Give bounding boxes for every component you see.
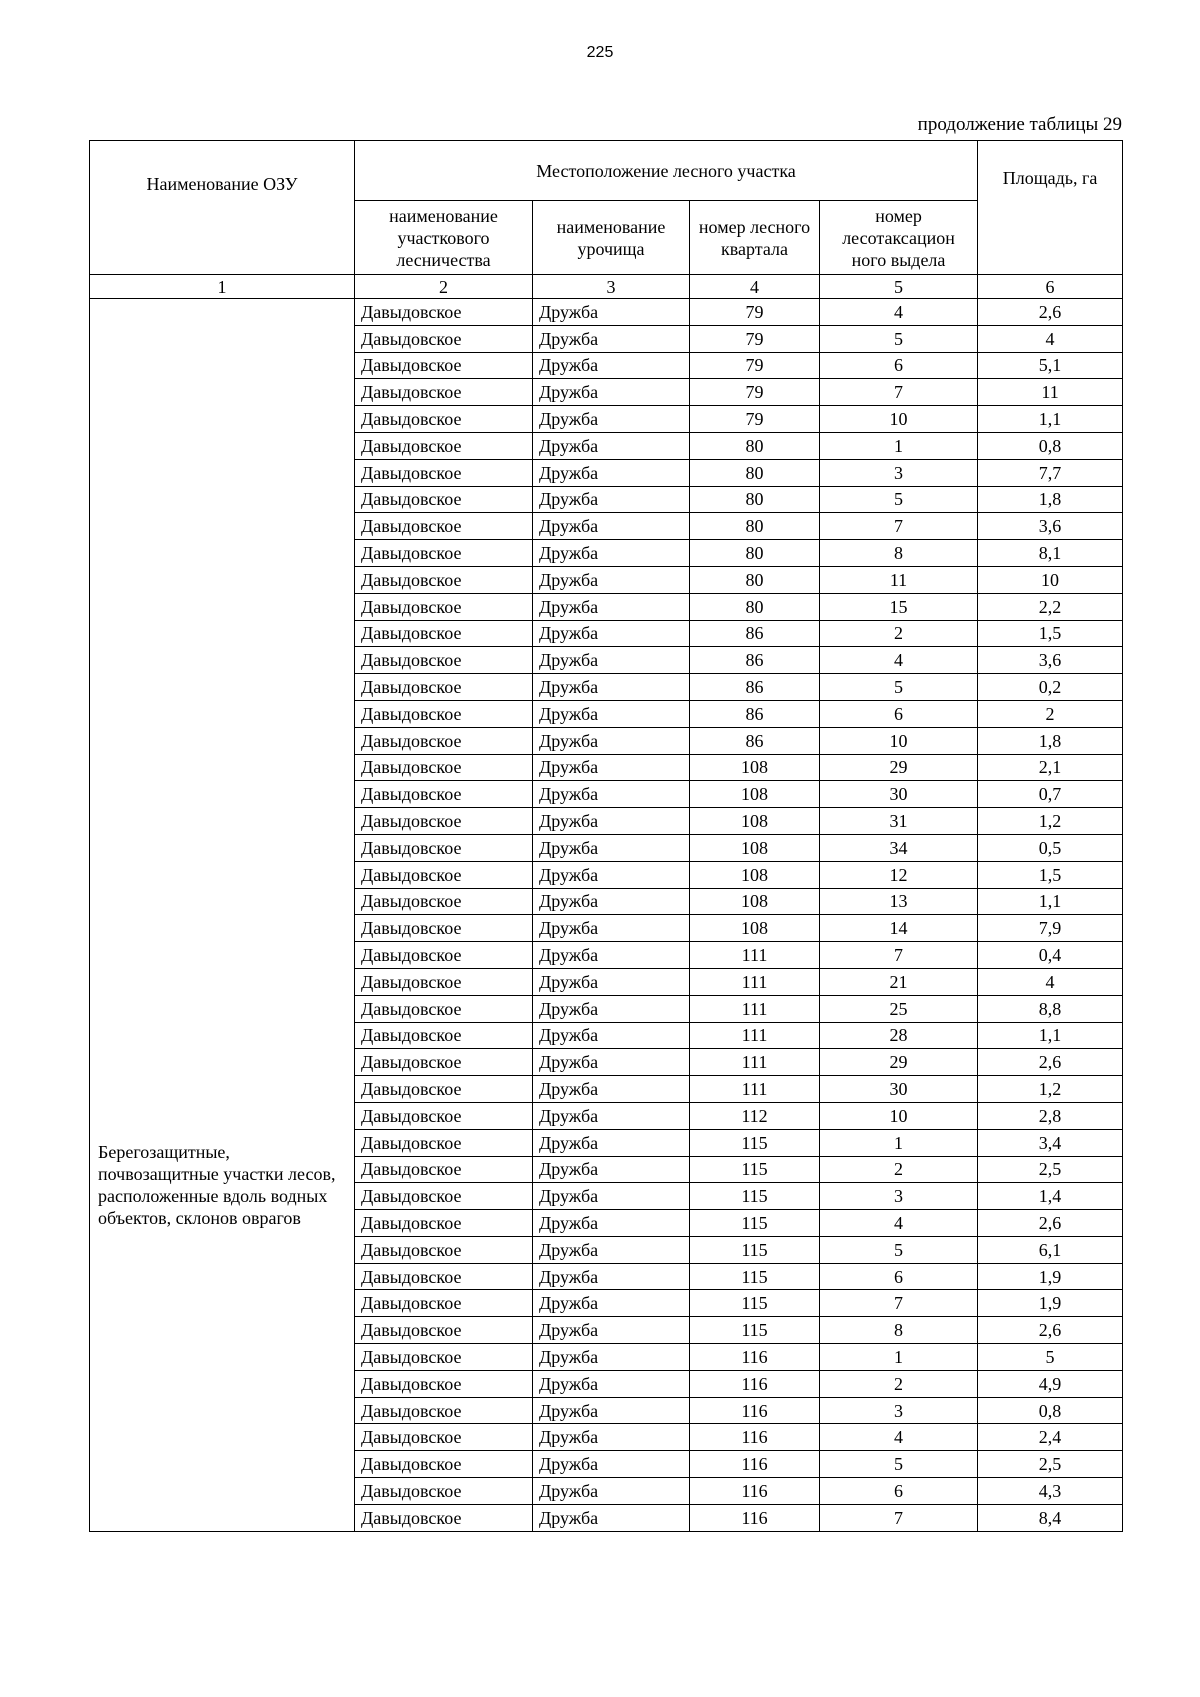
cell-area: 1,1 <box>978 1022 1123 1049</box>
table-body <box>90 299 1123 1532</box>
cell-area: 0,8 <box>978 432 1123 459</box>
cell-area: 0,4 <box>978 942 1123 969</box>
cell-tract: Дружба <box>533 888 690 915</box>
cell-forestry: Давыдовское <box>355 352 533 379</box>
cell-forestry: Давыдовское <box>355 968 533 995</box>
cell-quarter: 79 <box>690 406 820 433</box>
cell-plot: 3 <box>820 1397 978 1424</box>
cell-tract: Дружба <box>533 593 690 620</box>
cell-plot: 3 <box>820 1183 978 1210</box>
cell-tract: Дружба <box>533 674 690 701</box>
cell-area: 1,5 <box>978 861 1123 888</box>
page-number: 225 <box>586 44 614 61</box>
cell-quarter: 116 <box>690 1397 820 1424</box>
cell-tract: Дружба <box>533 1344 690 1371</box>
cell-forestry: Давыдовское <box>355 915 533 942</box>
cell-quarter: 115 <box>690 1156 820 1183</box>
cell-tract: Дружба <box>533 432 690 459</box>
cell-tract: Дружба <box>533 995 690 1022</box>
cell-plot: 4 <box>820 1424 978 1451</box>
cell-area: 2,6 <box>978 299 1123 326</box>
cell-quarter: 86 <box>690 727 820 754</box>
cell-quarter: 115 <box>690 1263 820 1290</box>
cell-tract: Дружба <box>533 700 690 727</box>
cell-tract: Дружба <box>533 915 690 942</box>
cell-forestry: Давыдовское <box>355 1156 533 1183</box>
header-forestry: наименование участкового лесничества <box>355 201 533 275</box>
cell-forestry: Давыдовское <box>355 1370 533 1397</box>
cell-forestry: Давыдовское <box>355 379 533 406</box>
cell-forestry: Давыдовское <box>355 1478 533 1505</box>
cell-area: 5,1 <box>978 352 1123 379</box>
cell-quarter: 80 <box>690 593 820 620</box>
cell-forestry: Давыдовское <box>355 727 533 754</box>
cell-forestry: Давыдовское <box>355 1022 533 1049</box>
cell-plot: 2 <box>820 1370 978 1397</box>
cell-plot: 8 <box>820 540 978 567</box>
cell-area: 1,8 <box>978 486 1123 513</box>
cell-tract: Дружба <box>533 486 690 513</box>
cell-forestry: Давыдовское <box>355 1397 533 1424</box>
cell-plot: 5 <box>820 1451 978 1478</box>
column-number: 6 <box>978 275 1123 299</box>
cell-forestry: Давыдовское <box>355 1236 533 1263</box>
cell-area: 0,7 <box>978 781 1123 808</box>
cell-quarter: 116 <box>690 1370 820 1397</box>
cell-quarter: 79 <box>690 325 820 352</box>
cell-quarter: 108 <box>690 781 820 808</box>
column-number: 5 <box>820 275 978 299</box>
cell-forestry: Давыдовское <box>355 861 533 888</box>
cell-tract: Дружба <box>533 540 690 567</box>
cell-tract: Дружба <box>533 861 690 888</box>
cell-forestry: Давыдовское <box>355 486 533 513</box>
cell-tract: Дружба <box>533 1290 690 1317</box>
cell-forestry: Давыдовское <box>355 942 533 969</box>
cell-tract: Дружба <box>533 1156 690 1183</box>
cell-plot: 10 <box>820 1102 978 1129</box>
cell-forestry: Давыдовское <box>355 1424 533 1451</box>
cell-forestry: Давыдовское <box>355 566 533 593</box>
cell-ozu-category: Берегозащитные, почвозащитные участки лесов, расположенные вдоль водных объектов, склонов оврагов <box>90 299 355 1532</box>
cell-quarter: 116 <box>690 1478 820 1505</box>
cell-quarter: 116 <box>690 1504 820 1531</box>
cell-area: 1,2 <box>978 808 1123 835</box>
cell-tract: Дружба <box>533 1451 690 1478</box>
cell-plot: 6 <box>820 352 978 379</box>
cell-plot: 7 <box>820 942 978 969</box>
cell-tract: Дружба <box>533 1102 690 1129</box>
cell-tract: Дружба <box>533 808 690 835</box>
cell-tract: Дружба <box>533 299 690 326</box>
table-header <box>90 141 1123 299</box>
cell-plot: 2 <box>820 1156 978 1183</box>
cell-plot: 34 <box>820 834 978 861</box>
cell-area: 1,5 <box>978 620 1123 647</box>
cell-plot: 8 <box>820 1317 978 1344</box>
cell-quarter: 108 <box>690 834 820 861</box>
cell-quarter: 80 <box>690 513 820 540</box>
cell-tract: Дружба <box>533 1022 690 1049</box>
cell-tract: Дружба <box>533 1210 690 1237</box>
cell-forestry: Давыдовское <box>355 1102 533 1129</box>
cell-tract: Дружба <box>533 620 690 647</box>
cell-area: 2,2 <box>978 593 1123 620</box>
cell-tract: Дружба <box>533 1183 690 1210</box>
cell-tract: Дружба <box>533 513 690 540</box>
cell-tract: Дружба <box>533 1478 690 1505</box>
cell-plot: 30 <box>820 1076 978 1103</box>
cell-tract: Дружба <box>533 942 690 969</box>
cell-area: 2,5 <box>978 1451 1123 1478</box>
cell-quarter: 80 <box>690 486 820 513</box>
cell-area: 0,2 <box>978 674 1123 701</box>
cell-tract: Дружба <box>533 754 690 781</box>
cell-forestry: Давыдовское <box>355 1210 533 1237</box>
cell-plot: 11 <box>820 566 978 593</box>
cell-plot: 28 <box>820 1022 978 1049</box>
cell-area: 1,1 <box>978 406 1123 433</box>
cell-plot: 14 <box>820 915 978 942</box>
cell-plot: 1 <box>820 1344 978 1371</box>
cell-forestry: Давыдовское <box>355 540 533 567</box>
cell-forestry: Давыдовское <box>355 674 533 701</box>
cell-plot: 7 <box>820 1290 978 1317</box>
cell-quarter: 86 <box>690 647 820 674</box>
cell-quarter: 115 <box>690 1236 820 1263</box>
cell-tract: Дружба <box>533 1263 690 1290</box>
cell-area: 8,4 <box>978 1504 1123 1531</box>
cell-area: 0,5 <box>978 834 1123 861</box>
table-row <box>90 299 1123 326</box>
cell-area: 1,8 <box>978 727 1123 754</box>
cell-plot: 4 <box>820 1210 978 1237</box>
cell-forestry: Давыдовское <box>355 700 533 727</box>
cell-forestry: Давыдовское <box>355 1076 533 1103</box>
cell-area: 1,9 <box>978 1263 1123 1290</box>
cell-forestry: Давыдовское <box>355 995 533 1022</box>
cell-forestry: Давыдовское <box>355 513 533 540</box>
cell-area: 11 <box>978 379 1123 406</box>
cell-area: 0,8 <box>978 1397 1123 1424</box>
cell-plot: 12 <box>820 861 978 888</box>
cell-tract: Дружба <box>533 647 690 674</box>
cell-plot: 3 <box>820 459 978 486</box>
cell-quarter: 80 <box>690 432 820 459</box>
cell-area: 6,1 <box>978 1236 1123 1263</box>
cell-area: 1,9 <box>978 1290 1123 1317</box>
cell-forestry: Давыдовское <box>355 1049 533 1076</box>
cell-plot: 7 <box>820 379 978 406</box>
header-quarter: номер лесного квартала <box>690 201 820 275</box>
cell-plot: 1 <box>820 432 978 459</box>
cell-quarter: 115 <box>690 1183 820 1210</box>
cell-quarter: 80 <box>690 540 820 567</box>
header-ozu-name: Наименование ОЗУ <box>90 141 355 275</box>
cell-plot: 10 <box>820 727 978 754</box>
cell-quarter: 108 <box>690 808 820 835</box>
cell-plot: 6 <box>820 1478 978 1505</box>
cell-quarter: 116 <box>690 1424 820 1451</box>
cell-quarter: 115 <box>690 1317 820 1344</box>
cell-tract: Дружба <box>533 968 690 995</box>
cell-area: 8,8 <box>978 995 1123 1022</box>
cell-quarter: 108 <box>690 888 820 915</box>
cell-tract: Дружба <box>533 781 690 808</box>
cell-forestry: Давыдовское <box>355 834 533 861</box>
cell-area: 2,5 <box>978 1156 1123 1183</box>
cell-forestry: Давыдовское <box>355 620 533 647</box>
column-number: 2 <box>355 275 533 299</box>
column-number: 4 <box>690 275 820 299</box>
header-area: Площадь, га <box>978 141 1123 275</box>
cell-forestry: Давыдовское <box>355 593 533 620</box>
cell-tract: Дружба <box>533 566 690 593</box>
cell-forestry: Давыдовское <box>355 754 533 781</box>
cell-forestry: Давыдовское <box>355 647 533 674</box>
forest-plots-table <box>89 140 1123 1532</box>
cell-area: 1,2 <box>978 1076 1123 1103</box>
cell-quarter: 79 <box>690 379 820 406</box>
cell-quarter: 79 <box>690 352 820 379</box>
cell-forestry: Давыдовское <box>355 1183 533 1210</box>
cell-area: 8,1 <box>978 540 1123 567</box>
cell-quarter: 108 <box>690 754 820 781</box>
cell-tract: Дружба <box>533 1317 690 1344</box>
cell-quarter: 80 <box>690 459 820 486</box>
cell-forestry: Давыдовское <box>355 459 533 486</box>
cell-plot: 6 <box>820 700 978 727</box>
cell-plot: 10 <box>820 406 978 433</box>
cell-forestry: Давыдовское <box>355 1344 533 1371</box>
cell-forestry: Давыдовское <box>355 299 533 326</box>
cell-plot: 29 <box>820 754 978 781</box>
cell-plot: 25 <box>820 995 978 1022</box>
cell-tract: Дружба <box>533 459 690 486</box>
header-location: Местоположение лесного участка <box>355 141 978 201</box>
cell-quarter: 111 <box>690 942 820 969</box>
cell-plot: 4 <box>820 647 978 674</box>
column-number-row <box>90 275 1123 299</box>
cell-tract: Дружба <box>533 1397 690 1424</box>
cell-quarter: 111 <box>690 1049 820 1076</box>
cell-area: 4,3 <box>978 1478 1123 1505</box>
cell-tract: Дружба <box>533 1370 690 1397</box>
cell-area: 4,9 <box>978 1370 1123 1397</box>
cell-plot: 6 <box>820 1263 978 1290</box>
cell-area: 1,4 <box>978 1183 1123 1210</box>
column-number: 3 <box>533 275 690 299</box>
cell-quarter: 86 <box>690 674 820 701</box>
cell-plot: 29 <box>820 1049 978 1076</box>
cell-area: 2,8 <box>978 1102 1123 1129</box>
cell-forestry: Давыдовское <box>355 1129 533 1156</box>
cell-tract: Дружба <box>533 727 690 754</box>
cell-area: 10 <box>978 566 1123 593</box>
cell-tract: Дружба <box>533 834 690 861</box>
cell-forestry: Давыдовское <box>355 1451 533 1478</box>
cell-forestry: Давыдовское <box>355 432 533 459</box>
cell-area: 4 <box>978 968 1123 995</box>
cell-tract: Дружба <box>533 1049 690 1076</box>
column-number: 1 <box>90 275 355 299</box>
cell-quarter: 111 <box>690 995 820 1022</box>
cell-plot: 13 <box>820 888 978 915</box>
cell-area: 3,4 <box>978 1129 1123 1156</box>
cell-plot: 31 <box>820 808 978 835</box>
cell-plot: 7 <box>820 1504 978 1531</box>
cell-tract: Дружба <box>533 1129 690 1156</box>
cell-quarter: 116 <box>690 1451 820 1478</box>
cell-tract: Дружба <box>533 1236 690 1263</box>
cell-tract: Дружба <box>533 1076 690 1103</box>
cell-tract: Дружба <box>533 1424 690 1451</box>
cell-area: 7,9 <box>978 915 1123 942</box>
cell-forestry: Давыдовское <box>355 888 533 915</box>
cell-area: 2 <box>978 700 1123 727</box>
cell-area: 3,6 <box>978 647 1123 674</box>
cell-tract: Дружба <box>533 325 690 352</box>
cell-tract: Дружба <box>533 379 690 406</box>
cell-quarter: 80 <box>690 566 820 593</box>
cell-plot: 5 <box>820 325 978 352</box>
cell-plot: 30 <box>820 781 978 808</box>
cell-area: 3,6 <box>978 513 1123 540</box>
cell-forestry: Давыдовское <box>355 781 533 808</box>
cell-area: 4 <box>978 325 1123 352</box>
cell-quarter: 111 <box>690 1076 820 1103</box>
cell-forestry: Давыдовское <box>355 1317 533 1344</box>
cell-forestry: Давыдовское <box>355 406 533 433</box>
cell-quarter: 86 <box>690 700 820 727</box>
cell-tract: Дружба <box>533 352 690 379</box>
cell-plot: 4 <box>820 299 978 326</box>
cell-quarter: 86 <box>690 620 820 647</box>
cell-area: 2,6 <box>978 1210 1123 1237</box>
cell-tract: Дружба <box>533 406 690 433</box>
cell-quarter: 116 <box>690 1344 820 1371</box>
cell-area: 2,6 <box>978 1317 1123 1344</box>
cell-quarter: 108 <box>690 915 820 942</box>
cell-quarter: 79 <box>690 299 820 326</box>
cell-plot: 5 <box>820 1236 978 1263</box>
cell-quarter: 115 <box>690 1210 820 1237</box>
cell-plot: 2 <box>820 620 978 647</box>
cell-quarter: 115 <box>690 1129 820 1156</box>
header-plot: номер лесотаксацион ного выдела <box>820 201 978 275</box>
cell-forestry: Давыдовское <box>355 808 533 835</box>
cell-plot: 5 <box>820 486 978 513</box>
cell-forestry: Давыдовское <box>355 325 533 352</box>
cell-forestry: Давыдовское <box>355 1263 533 1290</box>
cell-plot: 7 <box>820 513 978 540</box>
cell-area: 1,1 <box>978 888 1123 915</box>
cell-quarter: 112 <box>690 1102 820 1129</box>
cell-tract: Дружба <box>533 1504 690 1531</box>
cell-quarter: 111 <box>690 1022 820 1049</box>
cell-area: 2,6 <box>978 1049 1123 1076</box>
cell-quarter: 108 <box>690 861 820 888</box>
table-caption: продолжение таблицы 29 <box>917 114 1122 135</box>
cell-area: 2,1 <box>978 754 1123 781</box>
cell-quarter: 111 <box>690 968 820 995</box>
cell-area: 5 <box>978 1344 1123 1371</box>
header-tract: наименование урочища <box>533 201 690 275</box>
cell-forestry: Давыдовское <box>355 1504 533 1531</box>
cell-area: 2,4 <box>978 1424 1123 1451</box>
cell-plot: 1 <box>820 1129 978 1156</box>
cell-plot: 15 <box>820 593 978 620</box>
cell-forestry: Давыдовское <box>355 1290 533 1317</box>
cell-plot: 21 <box>820 968 978 995</box>
cell-quarter: 115 <box>690 1290 820 1317</box>
cell-plot: 5 <box>820 674 978 701</box>
cell-area: 7,7 <box>978 459 1123 486</box>
